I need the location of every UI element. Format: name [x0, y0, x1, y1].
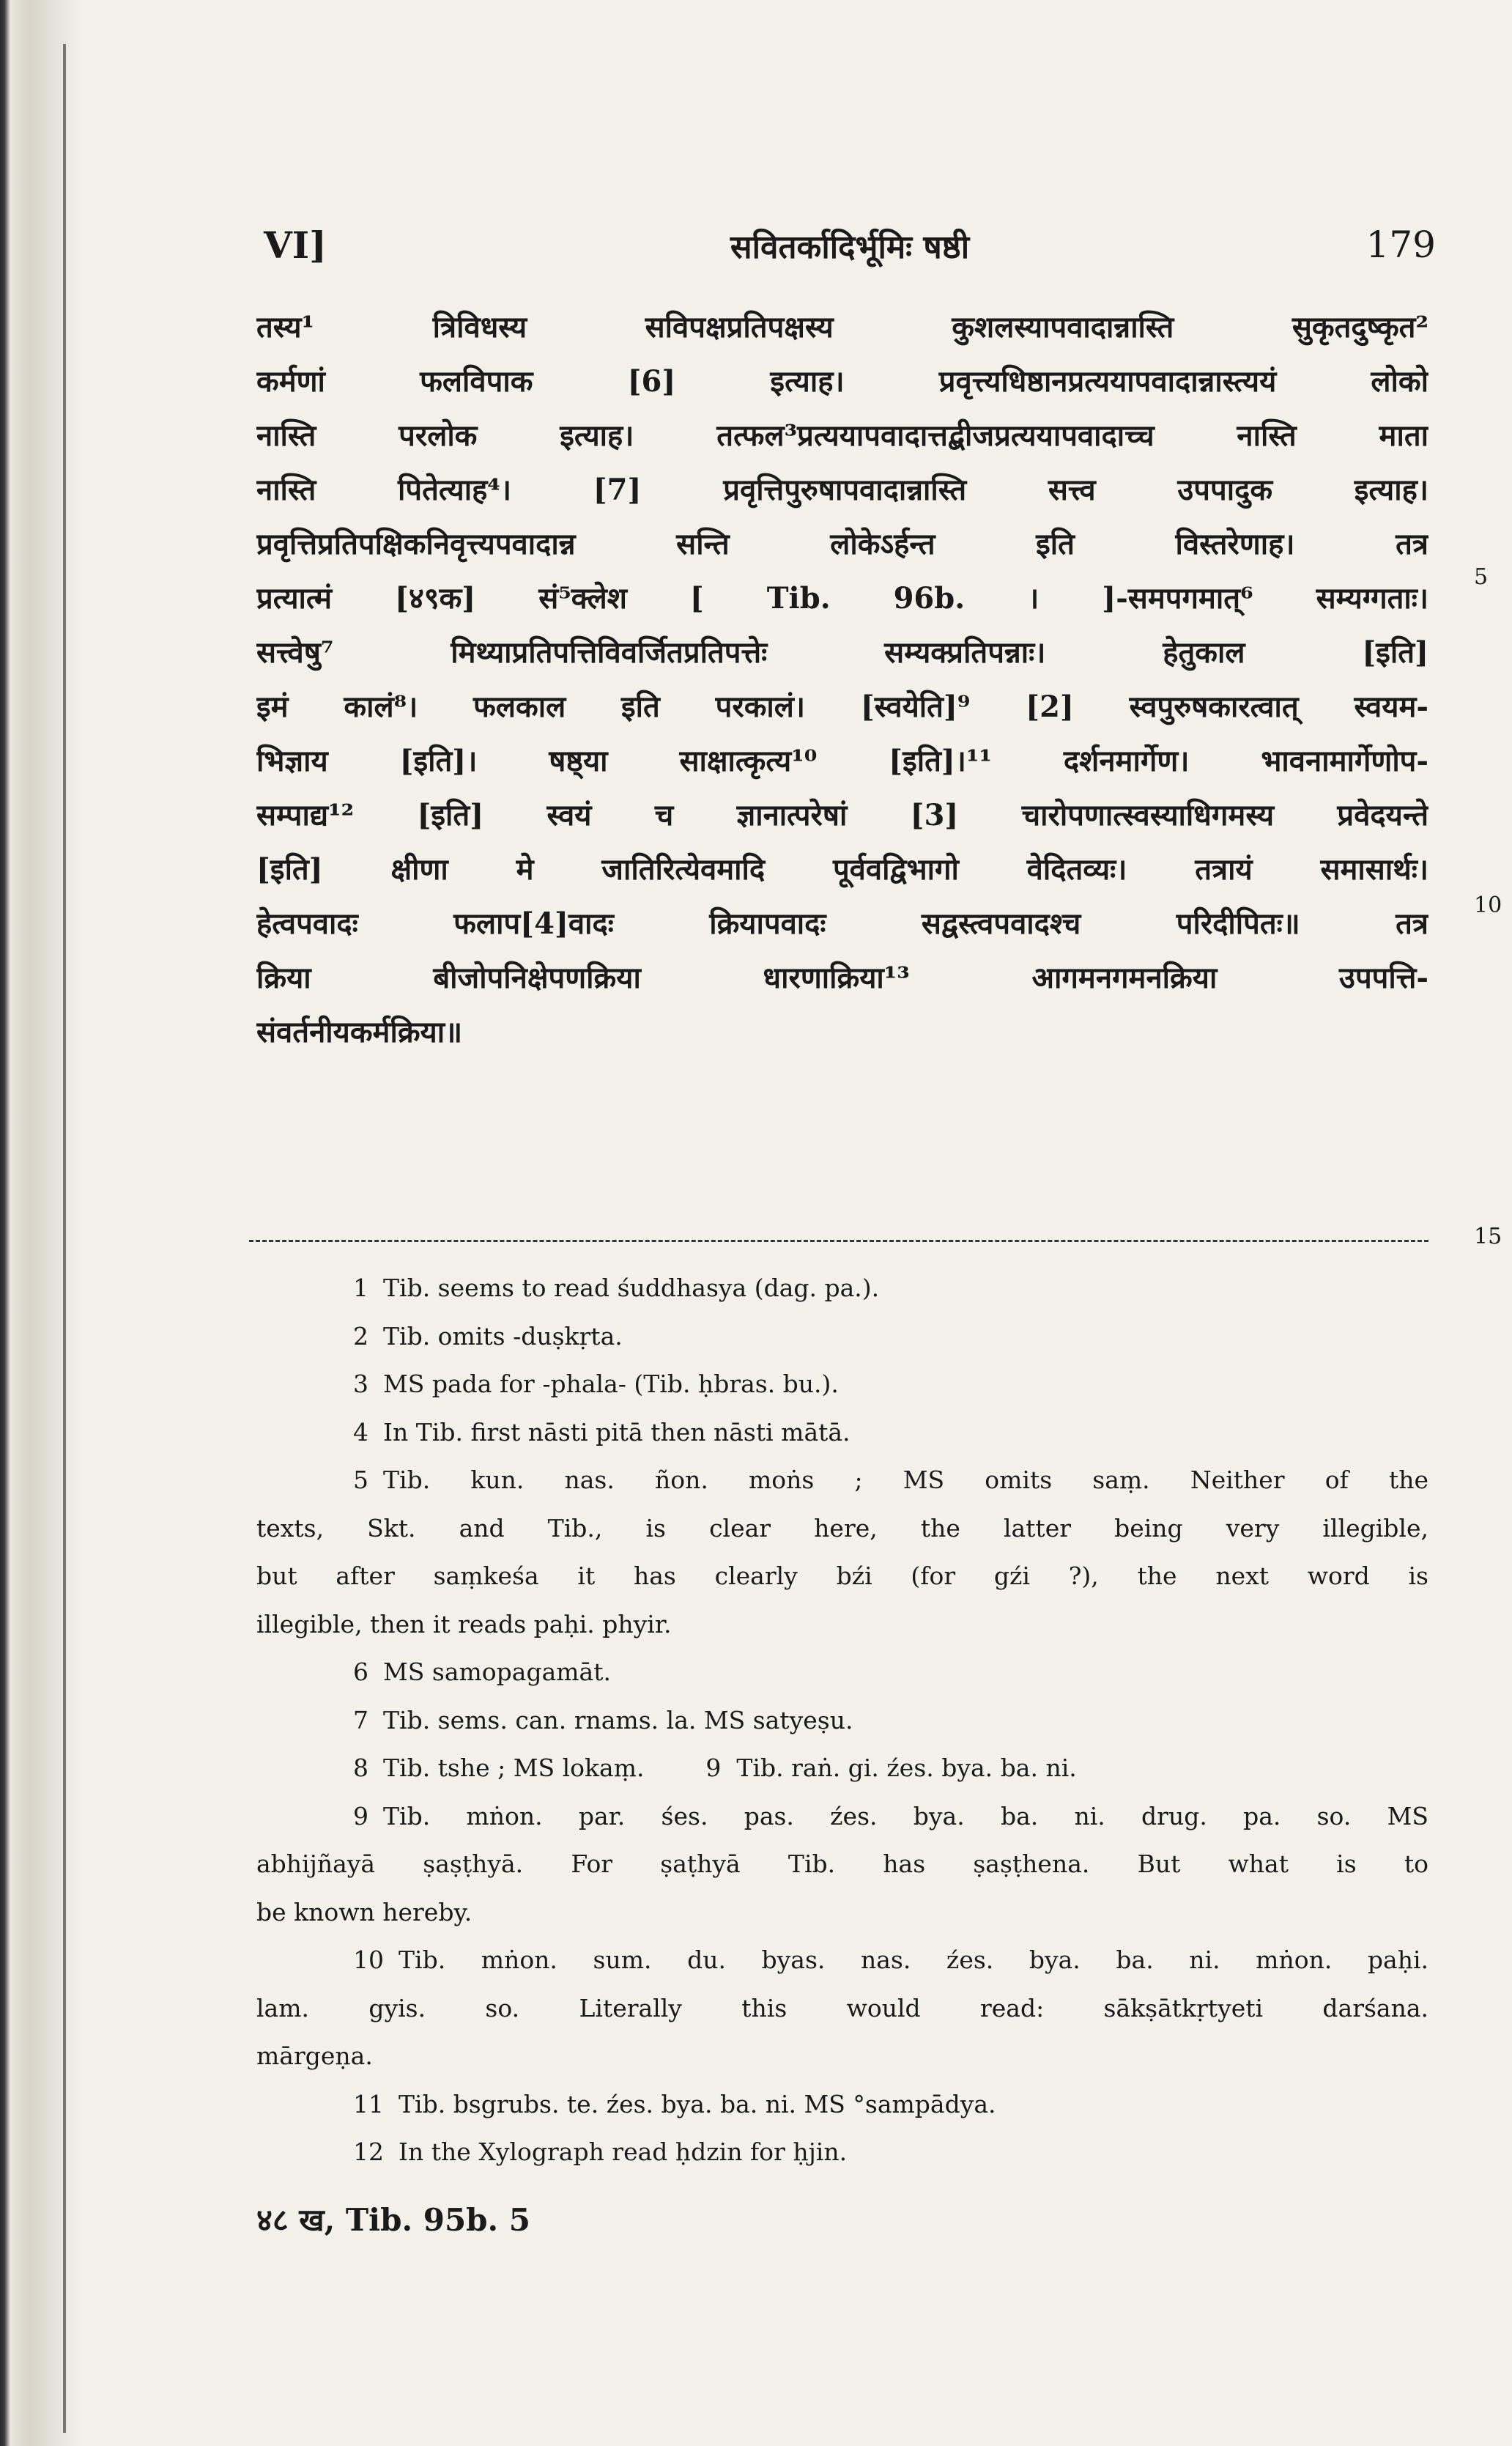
line-number-margin: 10 — [1474, 893, 1502, 918]
footnote: 7 Tib. sems. can. rnams. la. MS satyeṣu. — [353, 1705, 853, 1734]
footnotes — [256, 1264, 1428, 2176]
footnote-continuation: but after saṃkeśa it has clearly bźi (for gźi ?), the next word is — [256, 1562, 1428, 1590]
sanskrit-line: सत्त्वेषु⁷ मिथ्याप्रतिपत्तिविवर्जितप्रतिपत्तेः सम्यक्प्रतिपन्नाः। हेतुकाल [इति] — [256, 635, 1428, 670]
book-binding-shadow — [0, 0, 81, 2446]
sanskrit-line: कर्मणां फलविपाक [6] इत्याह। प्रवृत्त्यधिष्ठानप्रत्ययापवादान्नास्त्ययं लोको — [256, 364, 1428, 399]
footnote: 8 Tib. tshe ; MS lokaṃ. 9 Tib. raṅ. gi. źes. bya. ba. ni. — [353, 1754, 1077, 1782]
signature-mark: ४८ ख, Tib. 95b. 5 — [256, 2202, 531, 2238]
sanskrit-line: सम्पाद्य¹² [इति] स्वयं च ज्ञानात्परेषां [3] चारोपणात्स्वस्याधिगमस्य प्रवेदयन्ते — [256, 798, 1428, 832]
footnote-continuation: lam. gyis. so. Literally this would read: sākṣātkṛtyeti darśana. — [256, 1993, 1428, 2022]
footnote-separator — [249, 1240, 1428, 1242]
sanskrit-line: [इति] क्षीणा मे जातिरित्येवमादि पूर्ववद्विभागो वेदितव्यः। तत्रायं समासार्थः। — [256, 852, 1428, 887]
footnote-continuation: abhijñayā ṣaṣṭhyā. For ṣaṭhyā Tib. has ṣaṣṭhena. But what is to — [256, 1850, 1428, 1878]
binding-line — [63, 44, 66, 2433]
footnote: 4 In Tib. first nāsti pitā then nāsti mātā. — [353, 1417, 850, 1446]
sanskrit-text-block — [256, 300, 1428, 1060]
sanskrit-line: नास्ति पितेत्याह⁴। [7] प्रवृत्तिपुरुषापवादान्नास्ति सत्त्व उपपादुक इत्याह। — [256, 473, 1428, 507]
sanskrit-line: संवर्तनीयकर्मक्रिया॥ — [256, 1015, 463, 1049]
footnote: 10 Tib. mṅon. sum. du. byas. nas. źes. bya. ba. ni. mṅon. paḥi. — [353, 1946, 1428, 1974]
book-page — [242, 0, 1502, 2446]
footnote-continuation: illegible, then it reads paḥi. phyir. — [256, 1609, 672, 1638]
sanskrit-line: क्रिया बीजोपनिक्षेपणक्रिया धारणाक्रिया¹³ आगमनगमनक्रिया उपपत्ति- — [256, 961, 1428, 995]
footnote: 5 Tib. kun. nas. ñon. moṅs ; MS omits saṃ. Neither of the — [353, 1466, 1428, 1494]
sanskrit-line: हेत्वपवादः फलाप[4]वादः क्रियापवादः सद्वस्त्वपवादश्च परिदीपितः॥ तत्र — [256, 906, 1428, 941]
line-number-margin: 15 — [1474, 1224, 1502, 1249]
footnote: 9 Tib. mṅon. par. śes. pas. źes. bya. ba. ni. drug. pa. so. MS — [353, 1801, 1428, 1830]
footnote: 12 In the Xylograph read ḥdzin for ḥjin. — [353, 2138, 848, 2166]
footnote: 6 MS samopagamāt. — [353, 1658, 611, 1686]
sanskrit-line: नास्ति परलोक इत्याह। तत्फल³प्रत्ययापवादात्तद्बीजप्रत्ययापवादाच्च नास्ति माता — [256, 418, 1428, 453]
running-header — [264, 223, 1436, 282]
footnote: 1 Tib. seems to read śuddhasya (dag. pa.). — [353, 1274, 880, 1302]
footnote: 2 Tib. omits -duṣkṛta. — [353, 1321, 623, 1351]
running-title: सवितर्कादिर्भूमिः षष्ठी — [730, 229, 970, 266]
sanskrit-line: प्रवृत्तिप्रतिपक्षिकनिवृत्त्यपवादान्न सन्ति लोकेऽर्हन्त इति विस्तरेणाह। तत्र — [256, 527, 1428, 561]
footnote: 3 MS pada for -phala- (Tib. ḥbras. bu.). — [353, 1370, 839, 1398]
chapter-marker: VI] — [264, 223, 327, 267]
footnote: 11 Tib. bsgrubs. te. źes. bya. ba. ni. MS °sampādya. — [353, 2089, 996, 2118]
sanskrit-line: तस्य¹ त्रिविधस्य सविपक्षप्रतिपक्षस्य कुशलस्यापवादान्नास्ति सुकृतदुष्कृत² — [256, 310, 1428, 344]
sanskrit-line: इमं कालं⁸। फलकाल इति परकालं। [स्वयेति]⁹ [2] स्वपुरुषकारत्वात् स्वयम- — [256, 690, 1428, 724]
footnote-continuation: mārgeṇa. — [256, 2042, 373, 2070]
page-number: 179 — [1365, 223, 1436, 266]
footnote-continuation: be known hereby. — [256, 1897, 472, 1926]
sanskrit-line: भिज्ञाय [इति]। षष्ठ्या साक्षात्कृत्य¹⁰ [इति]।¹¹ दर्शनमार्गेण। भावनामार्गेणोप- — [256, 744, 1428, 778]
line-number-margin: 5 — [1474, 564, 1489, 590]
sanskrit-line: प्रत्यात्मं [४९क] सं⁵क्लेश [ Tib. 96b. । ]-समपगमात्⁶ सम्यग्गताः। — [256, 581, 1428, 616]
footnote-continuation: texts, Skt. and Tib., is clear here, the latter being very illegible, — [256, 1513, 1428, 1542]
